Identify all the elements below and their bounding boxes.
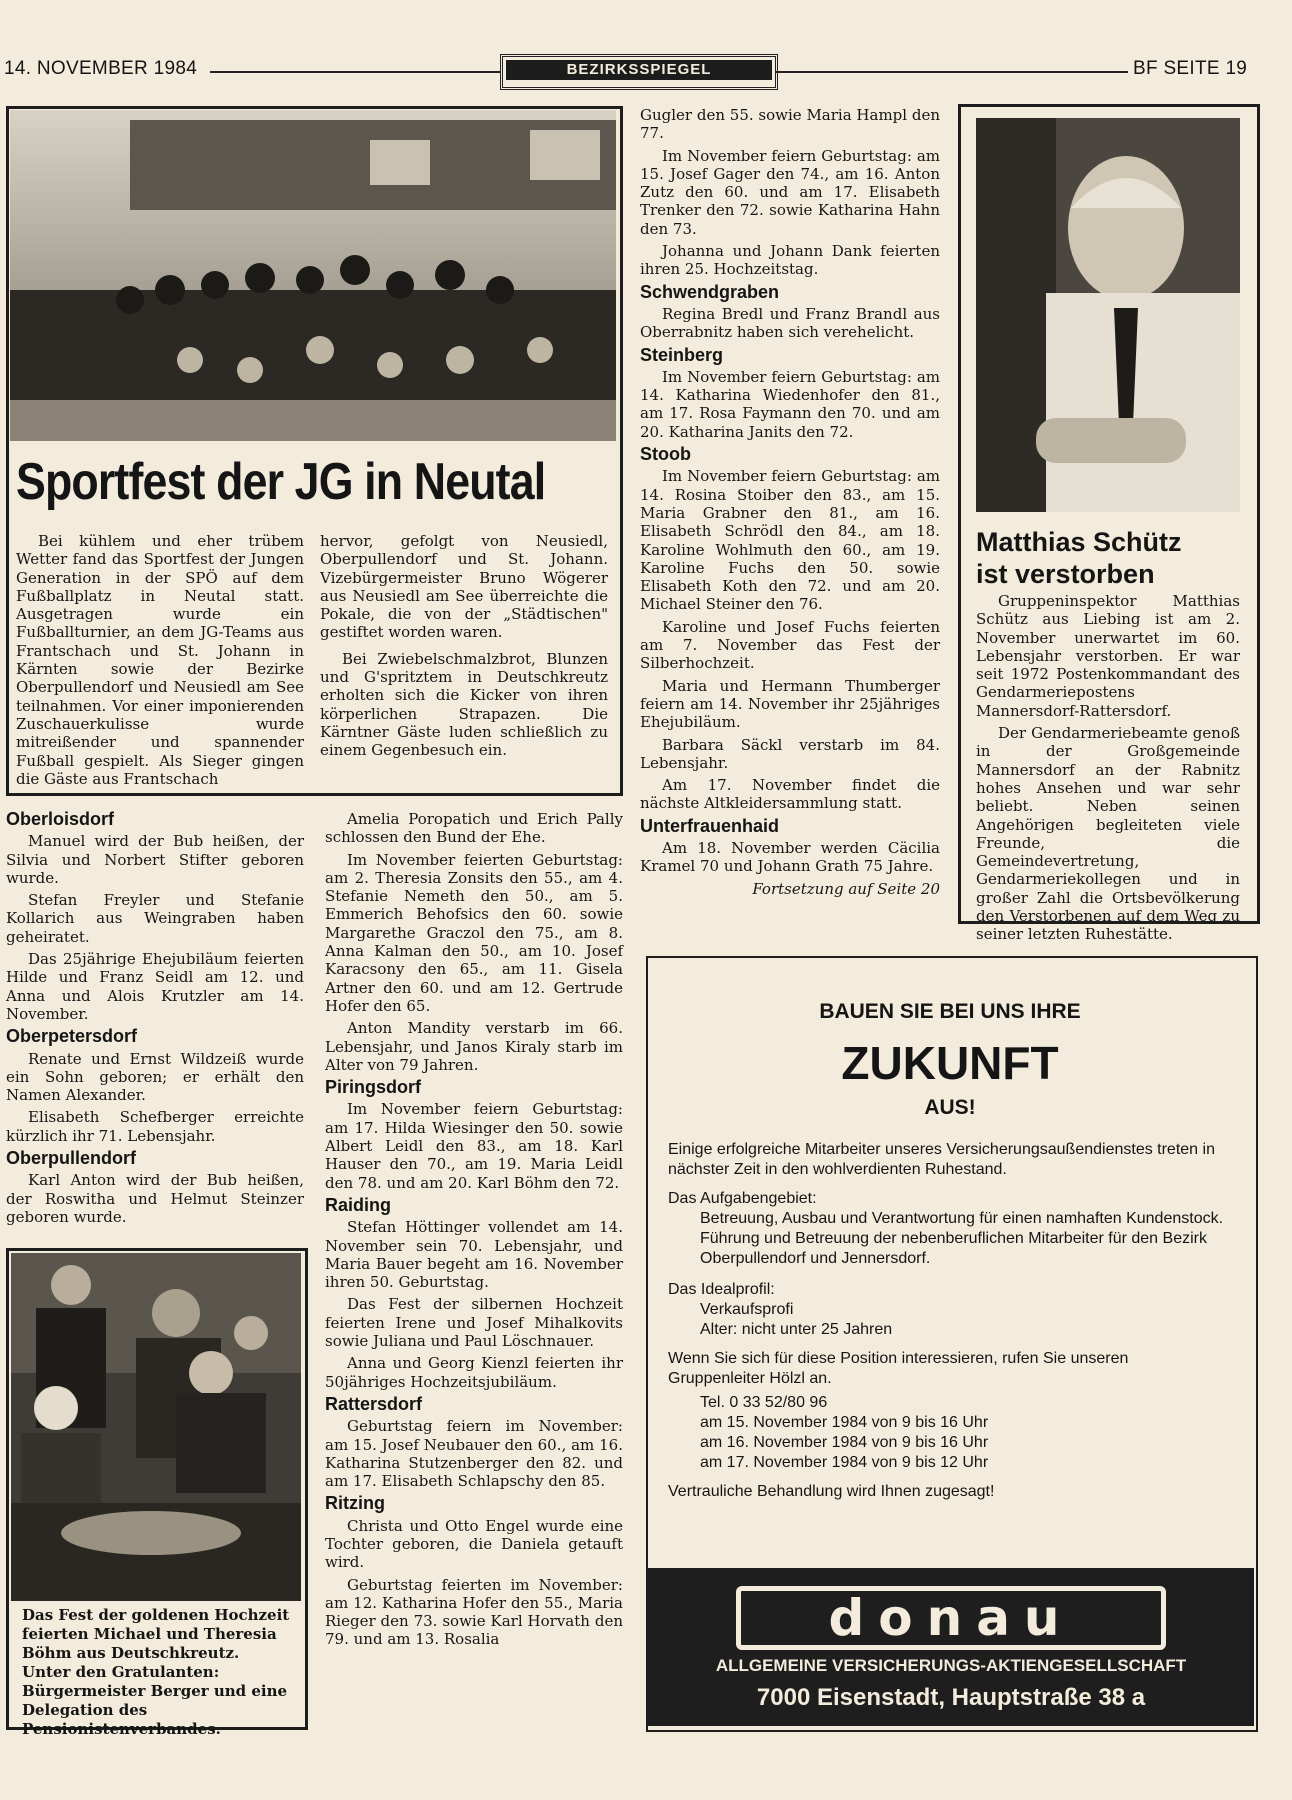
ad-profile-1: Verkaufsprofi — [700, 1301, 794, 1318]
news-paragraph: Geburtstag feiern im November: am 15. Josef Neubauer den 60., am 16. Katharina Stutzenberger den 82. und am 17. Elisabeth Schlapschy den 85. — [325, 1417, 623, 1491]
donau-logo-text: donau — [828, 1589, 1074, 1647]
golden-wedding-photo — [11, 1253, 301, 1601]
donau-logo — [736, 1586, 1166, 1650]
ad-date-1: am 15. November 1984 von 9 bis 16 Uhr — [700, 1414, 989, 1431]
ad-date-2: am 16. November 1984 von 9 bis 16 Uhr — [700, 1434, 989, 1451]
section-title-oberloisdorf: Oberloisdorf — [6, 809, 115, 829]
issue-date: 14. NOVEMBER 1984 — [4, 58, 198, 79]
news-paragraph: Das 25jährige Ehejubiläum feierten Hilde und Franz Seidl am 12. und Anna und Alois Krutzler am 14. November. — [6, 950, 304, 1023]
news-paragraph: Im November feiern Geburtstag: am 17. Hilda Wiesinger den 50. sowie Albert Leidl den 83., am 18. Karl Hauser den 70., am 19. Maria Leidl den 78. und am 20. Karl Böhm den 72. — [325, 1100, 623, 1192]
obituary-paragraph: Gruppeninspektor Matthias Schütz aus Liebing ist am 2. November unerwartet im 60. Lebensjahr verstorben. Er war seit 1972 Postenkommandant des Gendarmeriepostens Mannersdorf-Rattersdorf. — [976, 592, 1240, 720]
section-title: BEZIRKSSPIEGEL — [506, 60, 772, 80]
header-rule-right — [776, 71, 1128, 73]
section-title-stoob: Stoob — [640, 444, 691, 465]
section-title-ritzing: Ritzing — [325, 1493, 385, 1514]
obituary-portrait — [976, 118, 1240, 512]
sportfest-paragraph: Bei kühlem und eher trübem Wetter fand das Sportfest der Jungen Generation in der SPÖ auf dem Fußballplatz in Neutal statt. Ausgetragen wurde ein Fußballturnier, an dem JG-Teams aus Frantschach und St. Johann in Kärnten sowie der Bezirke Oberpullendorf und Neusiedl am See teilnahmen. Vor einer imponierenden Zuschauerkulisse wurde mitreißender und spannender Fußball gespielt. Als Sieger gingen die Gäste aus Frantschach — [16, 532, 304, 788]
ad-task-1: Betreuung, Ausbau und Verantwortung für einen namhaften Kundenstock. — [700, 1210, 1224, 1227]
news-paragraph: Im November feiern Geburtstag: am 14. Rosina Stoiber den 83., am 15. Maria Grabner den 81., am 16. Elisabeth Schrödl den 84., am 18. Karoline Wohlmuth den 60., am 19. Karoline Fuchs den 50. sowie Elisabeth Koth den 72. und am 20. Michael Steiner den 76. — [640, 467, 940, 614]
ad-task-label: Das Aufgabengebiet: — [668, 1190, 817, 1207]
ad-line-3: AUS! — [924, 1096, 976, 1119]
news-paragraph: Geburtstag feierten im November: am 12. Katharina Hofer den 55., Maria Rieger den 73. sowie Karl Horvath den 79. und am 13. Rosalia — [325, 1575, 623, 1649]
ad-profile-label: Das Idealprofil: — [668, 1281, 775, 1298]
ad-profile-2: Alter: nicht unter 25 Jahren — [700, 1321, 893, 1338]
continued-note: Fortsetzung auf Seite 20 — [752, 879, 940, 898]
section-title-oberpetersdorf: Oberpetersdorf — [6, 1026, 138, 1047]
news-paragraph: Gugler den 55. sowie Maria Hampl den 77. — [640, 106, 940, 143]
ad-telephone: Tel. 0 33 52/80 96 — [700, 1394, 828, 1411]
section-title-piringsdorf: Piringsdorf — [325, 1077, 422, 1098]
news-paragraph: Amelia Poropatich und Erich Pally schlossen den Bund der Ehe. — [325, 810, 623, 847]
news-paragraph: Am 18. November werden Cäcilia Kramel 70 und Johann Grath 75 Jahre. — [640, 838, 940, 876]
news-paragraph: Das Fest der silbernen Hochzeit feierten Irene und Josef Mihalkovits sowie Juliana und Paul Löschnauer. — [325, 1295, 623, 1351]
news-paragraph: Maria und Hermann Thumberger feiern am 14. November ihr 25jähriges Ehejubiläum. — [640, 676, 940, 732]
ad-line-1: BAUEN SIE BEI UNS IHRE — [819, 1000, 1081, 1023]
portrait-image — [976, 118, 1240, 512]
section-title-oberpullendorf: Oberpullendorf — [6, 1148, 136, 1169]
ad-date-3: am 17. November 1984 von 9 bis 12 Uhr — [700, 1454, 989, 1471]
section-title-raiding: Raiding — [325, 1194, 391, 1215]
news-paragraph: Anna und Georg Kienzl feierten ihr 50jähriges Hochzeitsjubiläum. — [325, 1354, 623, 1391]
news-paragraph: Karl Anton wird der Bub heißen, der Roswitha und Helmut Steinzer geboren wurde. — [6, 1171, 304, 1226]
wedding-photo-caption: Das Fest der goldenen Hochzeit feierten Michael und Theresia Böhm aus Deutschkreutz. Unter den Gratulanten: Bürgermeister Berger und eine Delegation des Pensionistenverbandes. — [22, 1606, 290, 1738]
news-paragraph: Anton Mandity verstarb im 66. Lebensjahr, und Janos Kiraly starb im Alter von 79 Jahren. — [325, 1019, 623, 1074]
obituary-headline — [976, 526, 1246, 590]
news-paragraph: Im November feiern Geburtstag: am 15. Josef Gager den 74., am 16. Anton Zutz den 60. und am 17. Elisabeth Trenker den 72. sowie Katharina Hahn den 73. — [640, 146, 940, 238]
sportfest-column-2 — [320, 532, 608, 764]
ad-task-2: Führung und Betreuung der nebenberuflichen Mitarbeiter für den Bezirk Oberpullendorf und Jennersdorf. — [700, 1230, 1207, 1267]
news-paragraph: Stefan Freyler und Stefanie Kollarich aus Weingraben haben geheiratet. — [6, 891, 304, 946]
obituary-text — [976, 592, 1240, 948]
local-news-column-right — [640, 106, 940, 902]
sportfest-paragraph: Bei Zwiebelschmalzbrot, Blunzen und G'spritztem in Deutschkreutz erholten sich die Kicker von ihren körperlichen Strapazen. Die Kärntner Gäste luden schließlich zu einem Gegenbesuch ein. — [320, 649, 608, 760]
news-paragraph: Regina Bredl und Franz Brandl aus Oberrabnitz haben sich verehelicht. — [640, 304, 940, 342]
news-paragraph: Am 17. November findet die nächste Altkleidersammlung statt. — [640, 776, 940, 813]
ad-company-name: ALLGEMEINE VERSICHERUNGS-AKTIENGESELLSCHAFT — [715, 1656, 1187, 1675]
wedding-photo-image — [11, 1253, 301, 1601]
page-number: BF SEITE 19 — [1133, 58, 1248, 79]
news-paragraph: Karoline und Josef Fuchs feierten am 7. November das Fest der Silberhochzeit. — [640, 617, 940, 673]
news-paragraph: Barbara Säckl verstarb im 84. Lebensjahr. — [640, 735, 940, 772]
obituary-headline-line-2: ist verstorben — [976, 559, 1155, 589]
sportfest-column-1 — [16, 532, 304, 792]
news-paragraph: Christa und Otto Engel wurde eine Tochter geboren, die Daniela getauft wird. — [325, 1516, 623, 1572]
local-news-column-middle — [325, 810, 623, 1653]
section-title-schwendgraben: Schwendgraben — [640, 281, 780, 302]
sportfest-headline: Sportfest der JG in Neutal — [16, 453, 546, 511]
news-paragraph: Stefan Höttinger vollendet am 14. November sein 70. Lebensjahr, und Maria Bauer begeht am 16. November ihren 50. Geburtstag. — [325, 1218, 623, 1292]
ad-address: 7000 Eisenstadt, Hauptstraße 38 a — [756, 1684, 1146, 1711]
sportfest-paragraph: hervor, gefolgt von Neusiedl, Oberpullendorf und St. Johann. Vizebürgermeister Bruno Wögerer aus Neusiedl am See überreichte die Pokale, die von der „Städtischen" gestiftet worden waren. — [320, 532, 608, 642]
sportfest-crowd-photo — [10, 110, 616, 441]
section-title-rattersdorf: Rattersdorf — [325, 1393, 423, 1414]
news-paragraph: Im November feierten Geburtstag: am 2. Theresia Zonsits den 55., am 4. Stefanie Nemeth den 50., am 5. Emmerich Behofsics den 60. sowie Margarethe Graczol den 75., am 8. Anna Kalman den 50., am 10. Josef Karacsony den 65., am 11. Gisela Artner den 60. und am 12. Gertrude Hofer den 65. — [325, 850, 623, 1015]
news-paragraph: Im November feiern Geburtstag: am 14. Katharina Wiedenhofer den 81., am 17. Rosa Faymann den 70. und am 20. Katharina Janits den 72. — [640, 367, 940, 441]
news-paragraph: Renate und Ernst Wildzeiß wurde ein Sohn geboren; er erhält den Namen Alexander. — [6, 1049, 304, 1105]
news-paragraph: Manuel wird der Bub heißen, der Silvia und Norbert Stifter geboren wurde. — [6, 832, 304, 887]
section-title-unterfrauenhaid: Unterfrauenhaid — [640, 815, 780, 836]
obituary-paragraph: Der Gendarmeriebeamte genoß in der Großgemeinde Mannersdorf an der Rabnitz hohes Ansehen und war sehr beliebt. Neben seinen Angehörigen begleiteten viele Freunde, die Gemeindevertretung, Gendarmeriekollegen und in großer Zahl die Ortsbevölkerung den Verstorbenen auf dem Weg zu seiner letzten Ruhestätte. — [976, 724, 1240, 944]
local-news-column-left — [6, 810, 304, 1230]
ad-intro: Einige erfolgreiche Mitarbeiter unseres Versicherungsaußendienstes treten in nächster Zeit in den wohlverdienten Ruhestand. — [668, 1141, 1215, 1178]
ad-confidential: Vertrauliche Behandlung wird Ihnen zugesagt! — [668, 1483, 995, 1500]
ad-contact: Wenn Sie sich für diese Position interessieren, rufen Sie unseren Gruppenleiter Hölzl an. — [668, 1350, 1129, 1387]
ad-headline: ZUKUNFT — [841, 1037, 1059, 1089]
ad-body — [668, 1140, 1228, 1502]
news-paragraph: Elisabeth Schefberger erreichte kürzlich ihr 71. Lebensjahr. — [6, 1108, 304, 1145]
crowd-photo-image — [10, 110, 616, 441]
section-title-steinberg: Steinberg — [640, 344, 724, 365]
news-paragraph: Johanna und Johann Dank feierten ihren 25. Hochzeitstag. — [640, 242, 940, 279]
obituary-headline-line-1: Matthias Schütz — [976, 527, 1182, 557]
header-rule-left — [210, 71, 500, 73]
section-masthead — [500, 54, 778, 90]
